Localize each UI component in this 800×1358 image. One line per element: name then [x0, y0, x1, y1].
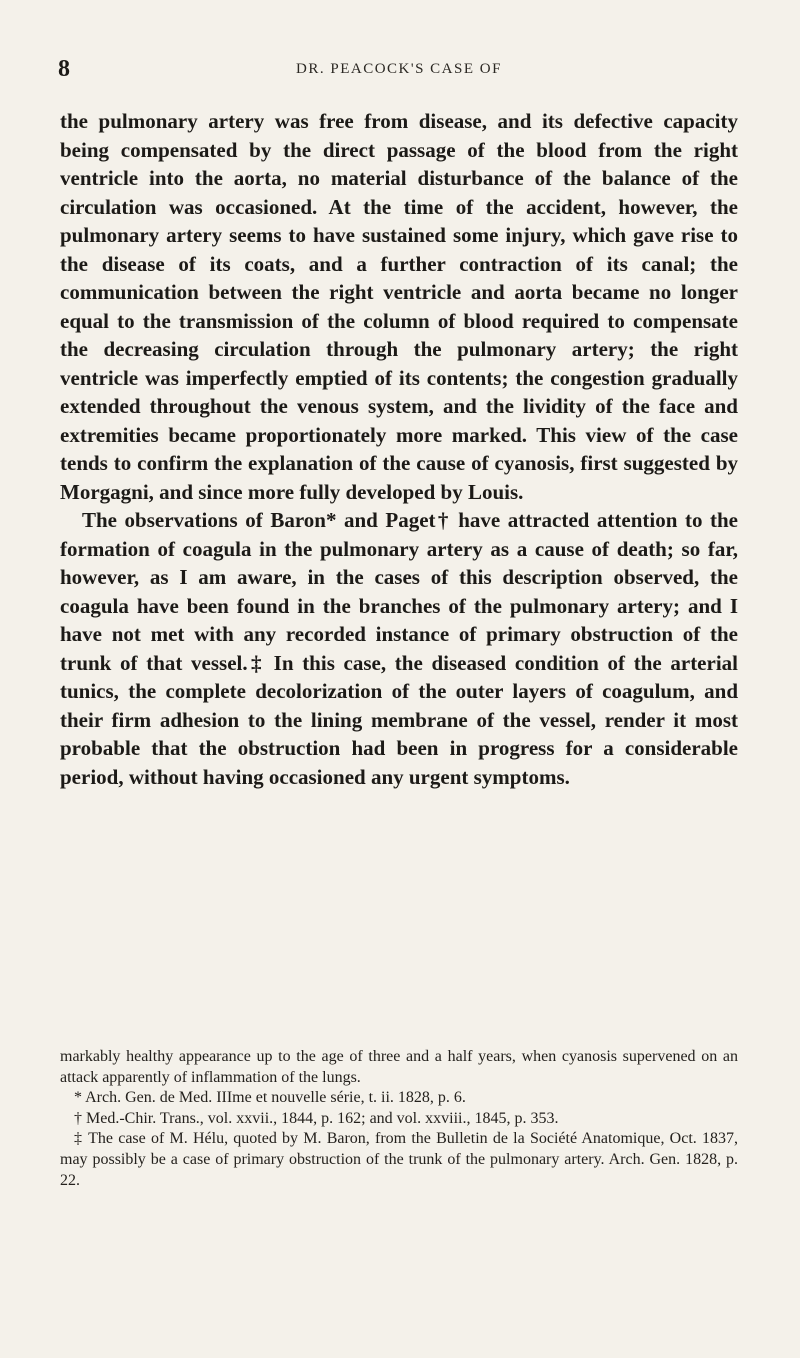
footnote: † Med.-Chir. Trans., vol. xxvii., 1844, p. 162; and vol. xxviii., 1845, p. 353. — [74, 1109, 559, 1127]
footnotes — [60, 1047, 738, 1191]
footnote: ‡ The case of M. Hélu, quoted by M. Baron, from the Bulletin de la Société Anatomique, Oct. 1837, may possibly be a case of primary obstruction of the trunk of the pulmonary artery. Arch. Gen. 1828, p. 22. — [60, 1130, 738, 1189]
paragraph: the pulmonary artery was free from disease, and its defective capacity being compensated by the direct passage of the blood from the right ventricle into the aorta, no material disturbance of the balance of the circulation was occasioned. At the time of the accident, however, the pulmonary artery seems to have sustained some injury, which gave rise to the disease of its coats, and a further contraction of its canal; the communication between the right ventricle and aorta became no longer equal to the transmission of the column of blood required to compensate the decreasing circulation through the pulmonary artery; the right ventricle was imperfectly emptied of its contents; the congestion gradually extended throughout the venous system, and the lividity of the face and extremities became proportionately more marked. This view of the case tends to confirm the explanation of the cause of cyanosis, first suggested by Morgagni, and since more fully developed by Louis. — [60, 109, 738, 504]
paragraph: The observations of Baron* and Paget† have attracted attention to the formation of coagula in the pulmonary artery as a cause of death; so far, however, as I am aware, in the cases of this description observed, the coagula have been found in the branches of the pulmonary artery; and I have not met with any recorded instance of primary obstruction of the trunk of that vessel.‡ In this case, the diseased condition of the arterial tunics, the complete decolorization of the outer layers of coagulum, and their firm adhesion to the lining membrane of the vessel, render it most probable that the obstruction had been in progress for a considerable period, without having occasioned any urgent symptoms. — [60, 508, 738, 789]
main-text — [60, 107, 738, 791]
footnote-continuation: markably healthy appearance up to the age of three and a half years, when cyanosis supervened on an attack apparently of inflammation of the lungs. — [60, 1048, 738, 1086]
footnote: * Arch. Gen. de Med. IIIme et nouvelle série, t. ii. 1828, p. 6. — [74, 1089, 466, 1107]
running-head: DR. PEACOCK'S CASE OF — [296, 61, 502, 77]
page-number: 8 — [58, 56, 70, 82]
page-header — [58, 56, 740, 86]
